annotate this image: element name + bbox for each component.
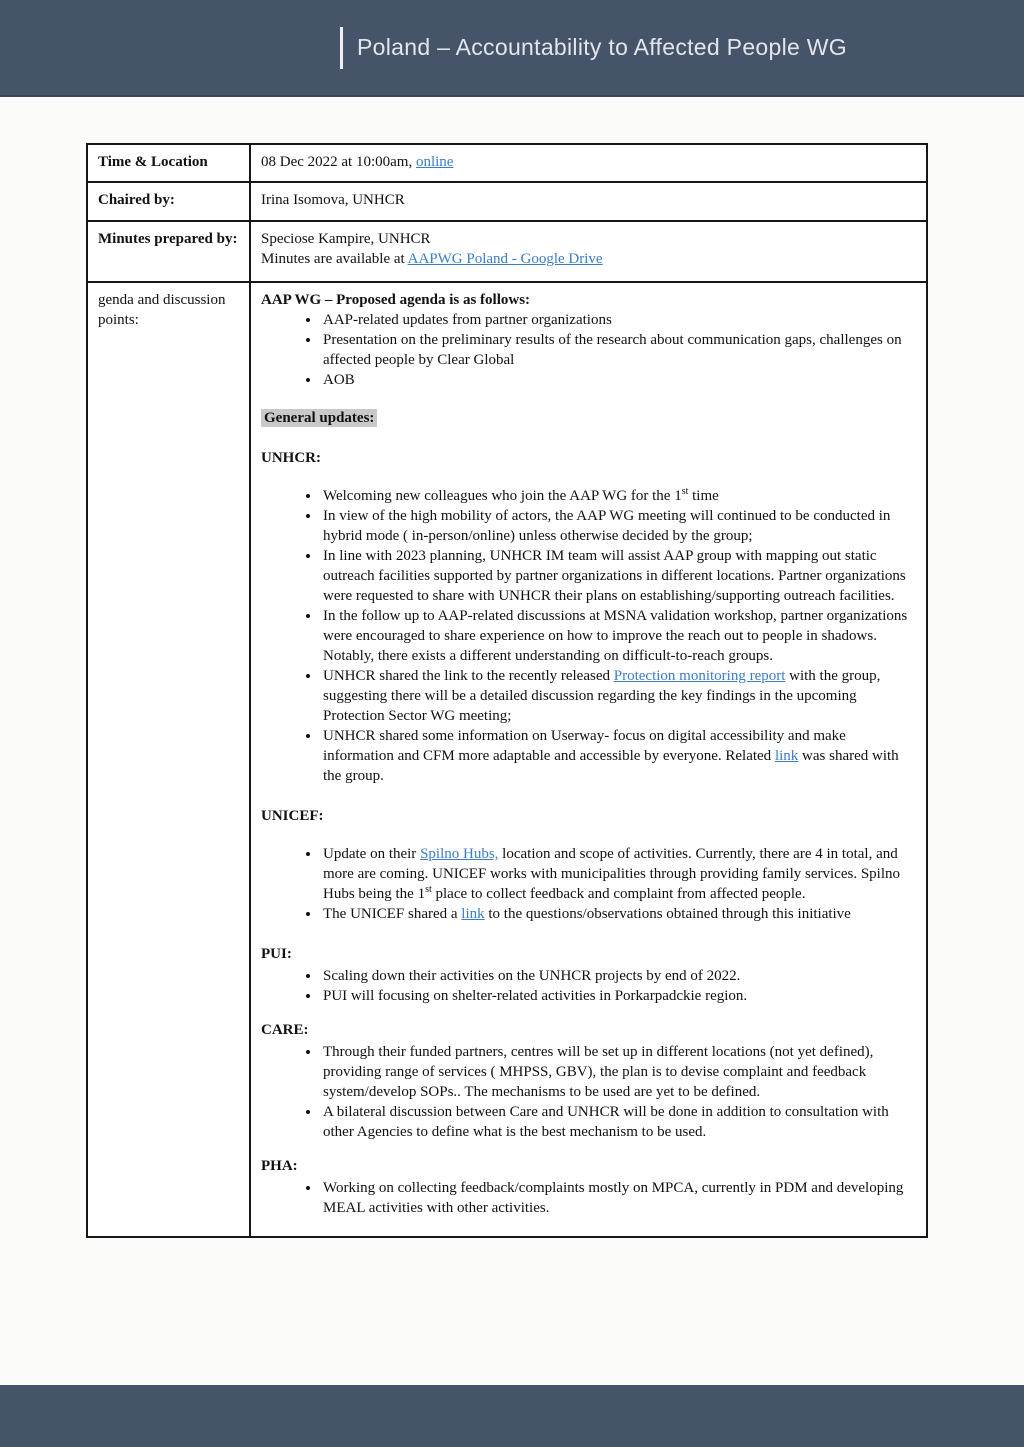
org-heading-pha: PHA: — [261, 1158, 298, 1174]
text-run: AOB — [323, 372, 355, 388]
header-title-group — [340, 27, 847, 69]
row-value-chaired-by — [250, 182, 927, 221]
agenda-heading: AAP WG – Proposed agenda is as follows: — [261, 292, 531, 308]
row-label-chaired-by: Chaired by: — [87, 182, 250, 221]
superscript: st — [681, 486, 689, 497]
bullet-item — [321, 666, 916, 726]
text-run: Scaling down their activities on the UNHCR projects by end of 2022. — [323, 968, 741, 984]
text-run: A bilateral discussion between Care and UNHCR will be done in addition to consultation with other Agencies to define what is the best mechanism to be used. — [323, 1104, 889, 1140]
text-run: Welcoming new colleagues who join the AAP WG for the 1 — [323, 488, 682, 504]
general-updates-heading-wrap — [261, 408, 916, 428]
title-accent-bar — [340, 27, 343, 69]
superscript: st — [425, 884, 432, 895]
text-run: AAP-related updates from partner organizations — [323, 312, 612, 328]
text-run: Presentation on the preliminary results of the research about communication gaps, challenges on affected people by Clear Global — [323, 332, 902, 368]
bullet-item — [321, 726, 916, 786]
inline-link[interactable]: AAPWG Poland - Google Drive — [407, 251, 603, 267]
document-header-band — [0, 0, 1024, 97]
bullet-item — [321, 1178, 916, 1218]
text-run: Working on collecting feedback/complaints mostly on MPCA, currently in PDM and developing MEAL activities with other activities. — [323, 1180, 904, 1216]
org-list-care — [261, 1042, 916, 1142]
bullet-item — [321, 310, 916, 330]
bullet-item — [321, 546, 916, 606]
bullet-item — [321, 1042, 916, 1102]
bullet-item — [321, 486, 916, 506]
org-list-pui — [261, 966, 916, 1006]
text-run: with the group, suggesting there will be a detailed discussion regarding the key findings in the upcoming Protection Sector WG meeting; — [323, 668, 881, 724]
bullet-item — [321, 330, 916, 370]
text-run: UNHCR shared some information on Userway- focus on digital accessibility and make information and CFM more adaptable and accessible by everyone. Related — [323, 728, 846, 764]
text-run: In the follow up to AAP-related discussions at MSNA validation workshop, partner organizations were encouraged to share experience on how to improve the reach out to people in shadows. Notably, there exists a different understanding on difficult-to-reach groups. — [323, 608, 908, 664]
agenda-discussion-cell — [250, 282, 927, 1237]
bullet-item — [321, 966, 916, 986]
text-run: place to collect feedback and complaint from affected people. — [431, 886, 806, 902]
row-label-minutes-prepared-by: Minutes prepared by: — [87, 221, 250, 282]
text-run: Minutes are available at — [261, 251, 408, 267]
page-title: Poland – Accountability to Affected People WG — [357, 34, 847, 60]
org-list-pha — [261, 1178, 916, 1218]
text-run: In view of the high mobility of actors, the AAP WG meeting will continued to be conducted in hybrid mode ( in-person/online) unless otherwise decided by the group; — [323, 508, 891, 544]
text-run: time — [688, 488, 719, 504]
org-heading-unicef: UNICEF: — [261, 808, 324, 824]
bullet-item — [321, 986, 916, 1006]
bullet-item — [321, 1102, 916, 1142]
org-list-unicef — [261, 844, 916, 924]
bullet-item — [321, 506, 916, 546]
text-run: was shared with the group. — [323, 748, 899, 784]
inline-link[interactable]: Spilno Hubs, — [420, 846, 499, 862]
row-value-minutes-prepared-by — [250, 221, 927, 282]
org-heading-care: CARE: — [261, 1022, 309, 1038]
row-value-time-location — [250, 144, 927, 182]
text-run: 08 Dec 2022 at 10:00am, — [261, 154, 416, 170]
text-run: The UNICEF shared a — [323, 906, 462, 922]
bullet-item — [321, 844, 916, 904]
table-row-minutes-prepared-by — [87, 221, 927, 282]
row-label-time-location: Time & Location — [87, 144, 250, 182]
agenda-list — [261, 310, 916, 390]
text-run: Speciose Kampire, UNHCR — [261, 231, 431, 247]
text-run: UNHCR shared the link to the recently released — [323, 668, 614, 684]
inline-link[interactable]: online — [415, 154, 454, 170]
inline-link[interactable]: link — [461, 906, 485, 922]
table-row-chaired-by — [87, 182, 927, 221]
org-heading-pui: PUI: — [261, 946, 292, 962]
org-list-unhcr — [261, 486, 916, 786]
org-heading-unhcr: UNHCR: — [261, 450, 321, 466]
general-updates-heading: General updates: — [261, 409, 377, 427]
bullet-item — [321, 370, 916, 390]
text-run: location and scope of activities. Currently, there are 4 in total, and more are coming. UNICEF works with municipalities through providing family services. Spilno Hubs being the 1 — [323, 846, 900, 902]
text-run: to the questions/observations obtained through this initiative — [484, 906, 851, 922]
minutes-table — [86, 143, 928, 1238]
inline-link[interactable]: Protection monitoring report — [613, 668, 786, 684]
text-run: Irina Isomova, UNHCR — [261, 192, 405, 208]
text-run: PUI will focusing on shelter-related activities in Porkarpadckie region. — [323, 988, 748, 1004]
inline-link[interactable]: link — [774, 748, 799, 764]
text-run: In line with 2023 planning, UNHCR IM team will assist AAP group with mapping out static outreach facilities supported by partner organizations in different locations. Partner organizations were requested to share with UNHCR their plans on establishing/supporting outreach facilities. — [323, 548, 906, 604]
bullet-item — [321, 904, 916, 924]
row-label-agenda-discussion: genda and discussion points: — [87, 282, 250, 1237]
table-row-agenda-discussion — [87, 282, 927, 1237]
table-row-time-location — [87, 144, 927, 182]
bullet-item — [321, 606, 916, 666]
document-footer-band — [0, 1385, 1024, 1447]
text-run: Through their funded partners, centres will be set up in different locations (not yet defined), providing range of services ( MHPSS, GBV), the plan is to devise complaint and feedback system/develop SOPs.. The mechanisms to be used are yet to be defined. — [323, 1044, 874, 1100]
text-run: Update on their — [323, 846, 421, 862]
